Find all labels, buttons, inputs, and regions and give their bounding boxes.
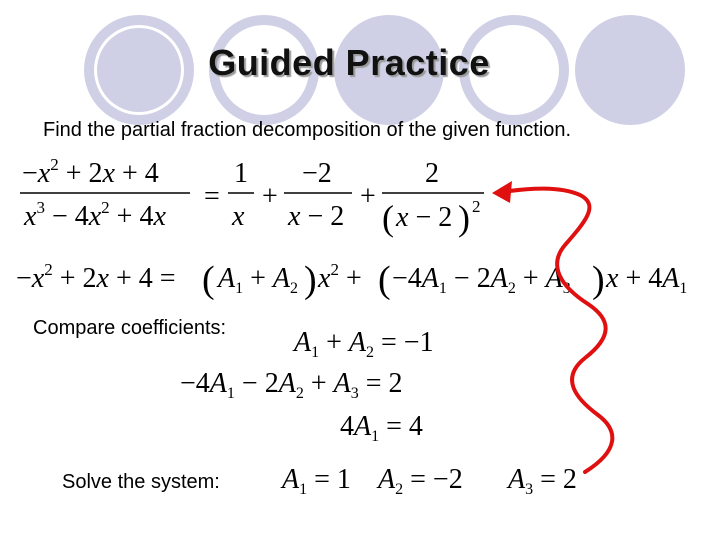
svg-text:A1 + A2: $A_1 + A_2$ (218, 263, 299, 297)
svg-text:2: 2 (472, 197, 481, 216)
svg-text:x: x (232, 201, 245, 232)
svg-text:A3 = 2: $A_3 = 2$ (508, 464, 577, 498)
numerator-expansion-equation (16, 259, 687, 301)
svg-text:): ) (592, 259, 605, 301)
svg-text:−4A1 − 2A2 + A3: $-4A_1 - 2A_2 + A_3$ (392, 263, 571, 297)
svg-text:x + 4A1: $x + 4A_1$ (606, 263, 688, 297)
svg-text:(: ( (378, 259, 391, 301)
svg-text:): ) (304, 259, 317, 301)
svg-text:−4A1 − 2A2 + A3 = 2: $-4A_1 - 2A_2 + A_3 = 2$ (180, 368, 403, 402)
svg-text:−x2 + 2x + 4: $-x^2 + 2x + 4$ (22, 155, 159, 189)
solve-system-label: Solve the system: (62, 471, 220, 493)
svg-text:−x2 + 2x + 4 =: $-x^2 + 2x + 4$ = (16, 260, 176, 294)
svg-text:1: 1 (234, 158, 248, 189)
svg-text:x − 2: x − 2 (288, 201, 345, 232)
svg-text:−2: −2 (302, 158, 332, 189)
svg-text:+: + (360, 181, 376, 212)
svg-text:=: = (204, 181, 220, 212)
red-arrow (492, 181, 612, 472)
compare-coefficients-label: Compare coefficients: (33, 317, 227, 339)
solution-values (280, 464, 577, 498)
svg-text:x3 − 4x2 + 4x: $x^3 - 4x^2 + 4x$ (24, 198, 166, 232)
decomposition-equation (20, 155, 484, 238)
instruction-text: Find the partial fraction decomposition of the given function. (43, 119, 572, 141)
slide-title: Guided Practice (208, 42, 490, 83)
svg-text:A2 = −2: $A_2 = -2$ (378, 464, 463, 498)
svg-text:4A1 = 4: $4A_1 = 4$ (340, 411, 423, 445)
svg-text:+: + (262, 181, 278, 212)
svg-text:A1 = 1: $A_1 = 1$ (282, 464, 351, 498)
svg-text:x2 +: $x^2$ + (318, 260, 362, 294)
svg-text:A1 + A2 = −1: $A_1 + A_2 = -1$ (294, 327, 434, 361)
svg-text:(: ( (202, 259, 215, 301)
svg-text:(: ( (382, 198, 394, 238)
svg-text:x − 2: x − 2 (396, 202, 453, 233)
coefficient-system (180, 327, 434, 445)
svg-text:2: 2 (425, 158, 439, 189)
svg-text:): ) (458, 198, 470, 238)
